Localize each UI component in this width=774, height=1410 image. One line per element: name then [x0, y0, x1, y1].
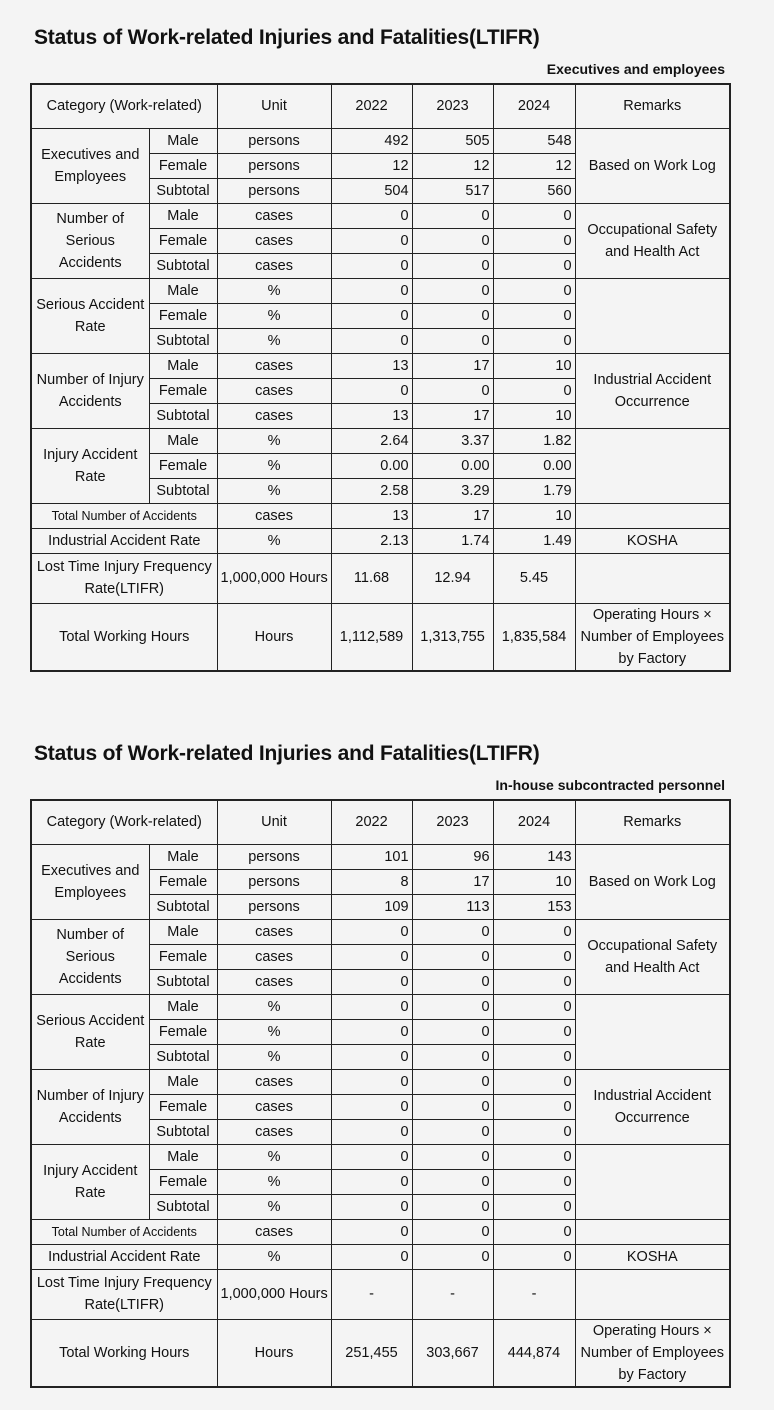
value-cell: 0	[331, 378, 412, 403]
subcategory-label: Female	[149, 1169, 217, 1194]
subcategory-label: Female	[149, 944, 217, 969]
value-cell: 0	[331, 1044, 412, 1069]
row-label: Total Working Hours	[31, 1319, 217, 1387]
unit-cell: %	[217, 1144, 331, 1169]
unit-cell: %	[217, 303, 331, 328]
subcategory-label: Male	[149, 994, 217, 1019]
value-cell: 17	[412, 353, 493, 378]
category-label: Executives and Employees	[31, 844, 149, 919]
value-cell: 0	[412, 303, 493, 328]
table-row	[31, 1244, 730, 1269]
value-cell: 0	[493, 1119, 575, 1144]
value-cell: 12.94	[412, 553, 493, 603]
section-subtitle: In-house subcontracted personnel	[495, 777, 725, 793]
value-cell: 5.45	[493, 553, 575, 603]
header-remarks: Remarks	[575, 84, 730, 128]
value-cell: 113	[412, 894, 493, 919]
value-cell: 0	[331, 253, 412, 278]
subcategory-label: Male	[149, 128, 217, 153]
subcategory-label: Male	[149, 1069, 217, 1094]
subcategory-label: Male	[149, 278, 217, 303]
value-cell: 0	[331, 1144, 412, 1169]
value-cell: 17	[412, 403, 493, 428]
value-cell: 0	[331, 1244, 412, 1269]
value-cell: -	[331, 1269, 412, 1319]
value-cell: 0	[412, 328, 493, 353]
unit-cell: cases	[217, 228, 331, 253]
value-cell: 0	[412, 253, 493, 278]
value-cell: 492	[331, 128, 412, 153]
value-cell: 0	[493, 919, 575, 944]
header-2024: 2024	[493, 800, 575, 844]
subcategory-label: Female	[149, 303, 217, 328]
category-label: Serious Accident Rate	[31, 994, 149, 1069]
value-cell: 548	[493, 128, 575, 153]
value-cell: 0	[412, 944, 493, 969]
table-row	[31, 528, 730, 553]
table-row	[31, 994, 730, 1019]
subcategory-label: Male	[149, 428, 217, 453]
row-label: Total Number of Accidents	[31, 1219, 217, 1244]
value-cell: 8	[331, 869, 412, 894]
table-row	[31, 278, 730, 303]
remarks-cell	[575, 1269, 730, 1319]
remarks-cell: KOSHA	[575, 1244, 730, 1269]
remarks-cell	[575, 428, 730, 503]
value-cell: 0	[331, 919, 412, 944]
unit-cell: %	[217, 1019, 331, 1044]
header-2023: 2023	[412, 84, 493, 128]
table-row	[31, 128, 730, 153]
remarks-cell: Occupational Safety and Health Act	[575, 919, 730, 994]
row-label: Lost Time Injury Frequency Rate(LTIFR)	[31, 553, 217, 603]
value-cell: 0	[493, 253, 575, 278]
subcategory-label: Male	[149, 353, 217, 378]
subcategory-label: Female	[149, 453, 217, 478]
header-2024: 2024	[493, 84, 575, 128]
section-title: Status of Work-related Injuries and Fatalities(LTIFR)	[34, 742, 540, 765]
value-cell: 1.82	[493, 428, 575, 453]
unit-cell: %	[217, 1244, 331, 1269]
subcategory-label: Subtotal	[149, 1194, 217, 1219]
row-label: Industrial Accident Rate	[31, 528, 217, 553]
value-cell: 0	[331, 303, 412, 328]
value-cell: 0	[493, 944, 575, 969]
unit-cell: %	[217, 1194, 331, 1219]
value-cell: 0	[493, 1219, 575, 1244]
value-cell: 0	[331, 278, 412, 303]
subcategory-label: Female	[149, 228, 217, 253]
unit-cell: persons	[217, 869, 331, 894]
value-cell: 517	[412, 178, 493, 203]
value-cell: 0	[412, 919, 493, 944]
table-row	[31, 919, 730, 944]
value-cell: 0	[331, 1119, 412, 1144]
value-cell: 10	[493, 869, 575, 894]
unit-cell: 1,000,000 Hours	[217, 553, 331, 603]
header-2022: 2022	[331, 84, 412, 128]
value-cell: 0	[412, 994, 493, 1019]
value-cell: 0	[493, 969, 575, 994]
subcategory-label: Subtotal	[149, 478, 217, 503]
unit-cell: cases	[217, 503, 331, 528]
value-cell: 303,667	[412, 1319, 493, 1387]
value-cell: 504	[331, 178, 412, 203]
subcategory-label: Male	[149, 203, 217, 228]
value-cell: 0	[493, 1144, 575, 1169]
value-cell: 0	[331, 994, 412, 1019]
table-row	[31, 844, 730, 869]
value-cell: 1,112,589	[331, 603, 412, 671]
unit-cell: persons	[217, 844, 331, 869]
remarks-cell	[575, 503, 730, 528]
table-row	[31, 353, 730, 378]
unit-cell: cases	[217, 1219, 331, 1244]
value-cell: 0	[493, 378, 575, 403]
unit-cell: %	[217, 1044, 331, 1069]
remarks-cell: Industrial Accident Occurrence	[575, 353, 730, 428]
value-cell: 560	[493, 178, 575, 203]
value-cell: 153	[493, 894, 575, 919]
subcategory-label: Female	[149, 1019, 217, 1044]
value-cell: 0	[331, 1019, 412, 1044]
table-row	[31, 1269, 730, 1319]
unit-cell: %	[217, 994, 331, 1019]
value-cell: 13	[331, 503, 412, 528]
unit-cell: Hours	[217, 1319, 331, 1387]
unit-cell: %	[217, 428, 331, 453]
remarks-cell: Occupational Safety and Health Act	[575, 203, 730, 278]
value-cell: 2.13	[331, 528, 412, 553]
value-cell: 0	[412, 228, 493, 253]
value-cell: 13	[331, 403, 412, 428]
section-subtitle: Executives and employees	[546, 61, 725, 77]
value-cell: 0	[412, 203, 493, 228]
category-label: Number of Injury Accidents	[31, 353, 149, 428]
value-cell: 17	[412, 869, 493, 894]
table-row	[31, 1219, 730, 1244]
value-cell: 12	[493, 153, 575, 178]
value-cell: 251,455	[331, 1319, 412, 1387]
value-cell: 0	[331, 1069, 412, 1094]
value-cell: 1.74	[412, 528, 493, 553]
row-label: Total Number of Accidents	[31, 503, 217, 528]
value-cell: 101	[331, 844, 412, 869]
subcategory-label: Female	[149, 1094, 217, 1119]
subcategory-label: Subtotal	[149, 1119, 217, 1144]
value-cell: 0	[412, 1019, 493, 1044]
value-cell: 96	[412, 844, 493, 869]
header-unit: Unit	[217, 84, 331, 128]
unit-cell: persons	[217, 128, 331, 153]
value-cell: 0	[493, 203, 575, 228]
header-row	[31, 84, 730, 128]
value-cell: 10	[493, 503, 575, 528]
category-label: Number of Serious Accidents	[31, 203, 149, 278]
subcategory-label: Subtotal	[149, 969, 217, 994]
unit-cell: %	[217, 478, 331, 503]
unit-cell: persons	[217, 178, 331, 203]
unit-cell: cases	[217, 1094, 331, 1119]
value-cell: 143	[493, 844, 575, 869]
remarks-cell: Operating Hours × Number of Employees by Factory	[575, 1319, 730, 1387]
category-label: Number of Injury Accidents	[31, 1069, 149, 1144]
value-cell: 3.29	[412, 478, 493, 503]
value-cell: 0	[331, 1169, 412, 1194]
value-cell: 0	[493, 1094, 575, 1119]
unit-cell: persons	[217, 894, 331, 919]
value-cell: 0	[493, 278, 575, 303]
value-cell: 2.64	[331, 428, 412, 453]
value-cell: 12	[331, 153, 412, 178]
category-label: Serious Accident Rate	[31, 278, 149, 353]
subcategory-label: Subtotal	[149, 328, 217, 353]
value-cell: 17	[412, 503, 493, 528]
remarks-cell	[575, 553, 730, 603]
unit-cell: cases	[217, 403, 331, 428]
header-unit: Unit	[217, 800, 331, 844]
unit-cell: cases	[217, 944, 331, 969]
subcategory-label: Male	[149, 844, 217, 869]
value-cell: 0	[331, 328, 412, 353]
value-cell: 0	[412, 1119, 493, 1144]
section-title: Status of Work-related Injuries and Fatalities(LTIFR)	[34, 26, 540, 49]
unit-cell: cases	[217, 378, 331, 403]
header-category: Category (Work-related)	[31, 84, 217, 128]
subcategory-label: Subtotal	[149, 178, 217, 203]
value-cell: 0.00	[493, 453, 575, 478]
injury-table	[30, 799, 731, 1388]
table-row	[31, 428, 730, 453]
header-2022: 2022	[331, 800, 412, 844]
subcategory-label: Subtotal	[149, 403, 217, 428]
value-cell: 0	[412, 278, 493, 303]
value-cell: 0	[412, 1244, 493, 1269]
value-cell: 0	[412, 1219, 493, 1244]
subcategory-label: Male	[149, 919, 217, 944]
value-cell: 0	[331, 944, 412, 969]
table-row	[31, 203, 730, 228]
remarks-cell: Industrial Accident Occurrence	[575, 1069, 730, 1144]
unit-cell: 1,000,000 Hours	[217, 1269, 331, 1319]
value-cell: 0	[331, 1094, 412, 1119]
value-cell: 0	[493, 1019, 575, 1044]
value-cell: 1.49	[493, 528, 575, 553]
value-cell: -	[493, 1269, 575, 1319]
value-cell: 0	[412, 969, 493, 994]
remarks-cell: Based on Work Log	[575, 844, 730, 919]
table-row	[31, 603, 730, 671]
value-cell: 444,874	[493, 1319, 575, 1387]
value-cell: 2.58	[331, 478, 412, 503]
value-cell: 1,835,584	[493, 603, 575, 671]
remarks-cell	[575, 1144, 730, 1219]
category-label: Executives and Employees	[31, 128, 149, 203]
value-cell: 1.79	[493, 478, 575, 503]
remarks-cell	[575, 1219, 730, 1244]
unit-cell: cases	[217, 353, 331, 378]
remarks-cell: Operating Hours × Number of Employees by Factory	[575, 603, 730, 671]
table-row	[31, 553, 730, 603]
table-row	[31, 1144, 730, 1169]
header-2023: 2023	[412, 800, 493, 844]
value-cell: 10	[493, 353, 575, 378]
value-cell: 0	[493, 1069, 575, 1094]
row-label: Total Working Hours	[31, 603, 217, 671]
remarks-cell	[575, 278, 730, 353]
unit-cell: cases	[217, 969, 331, 994]
value-cell: 0	[493, 303, 575, 328]
value-cell: 0	[412, 378, 493, 403]
value-cell: 0	[493, 1194, 575, 1219]
value-cell: 3.37	[412, 428, 493, 453]
value-cell: 0	[331, 969, 412, 994]
category-label: Number of Serious Accidents	[31, 919, 149, 994]
value-cell: 0.00	[331, 453, 412, 478]
table-row	[31, 503, 730, 528]
value-cell: 0	[412, 1169, 493, 1194]
value-cell: 0	[412, 1069, 493, 1094]
subcategory-label: Female	[149, 153, 217, 178]
value-cell: 0	[412, 1144, 493, 1169]
unit-cell: %	[217, 1169, 331, 1194]
value-cell: 13	[331, 353, 412, 378]
table-row	[31, 1069, 730, 1094]
unit-cell: cases	[217, 203, 331, 228]
value-cell: 11.68	[331, 553, 412, 603]
value-cell: 0	[493, 228, 575, 253]
value-cell: 0	[493, 328, 575, 353]
value-cell: 0	[331, 1219, 412, 1244]
value-cell: 505	[412, 128, 493, 153]
value-cell: 0	[493, 1044, 575, 1069]
subcategory-label: Female	[149, 378, 217, 403]
value-cell: 0	[331, 1194, 412, 1219]
unit-cell: cases	[217, 1119, 331, 1144]
unit-cell: %	[217, 328, 331, 353]
subcategory-label: Male	[149, 1144, 217, 1169]
value-cell: 109	[331, 894, 412, 919]
unit-cell: cases	[217, 253, 331, 278]
header-row	[31, 800, 730, 844]
value-cell: 0	[412, 1194, 493, 1219]
value-cell: 12	[412, 153, 493, 178]
remarks-cell: KOSHA	[575, 528, 730, 553]
remarks-cell: Based on Work Log	[575, 128, 730, 203]
row-label: Industrial Accident Rate	[31, 1244, 217, 1269]
unit-cell: Hours	[217, 603, 331, 671]
category-label: Injury Accident Rate	[31, 428, 149, 503]
header-remarks: Remarks	[575, 800, 730, 844]
value-cell: -	[412, 1269, 493, 1319]
subcategory-label: Female	[149, 869, 217, 894]
row-label: Lost Time Injury Frequency Rate(LTIFR)	[31, 1269, 217, 1319]
remarks-cell	[575, 994, 730, 1069]
value-cell: 0.00	[412, 453, 493, 478]
value-cell: 1,313,755	[412, 603, 493, 671]
subcategory-label: Subtotal	[149, 894, 217, 919]
subcategory-label: Subtotal	[149, 1044, 217, 1069]
category-label: Injury Accident Rate	[31, 1144, 149, 1219]
value-cell: 0	[493, 994, 575, 1019]
value-cell: 0	[493, 1169, 575, 1194]
value-cell: 0	[412, 1044, 493, 1069]
value-cell: 10	[493, 403, 575, 428]
unit-cell: %	[217, 453, 331, 478]
unit-cell: %	[217, 528, 331, 553]
injury-table	[30, 83, 731, 672]
unit-cell: %	[217, 278, 331, 303]
value-cell: 0	[331, 203, 412, 228]
value-cell: 0	[493, 1244, 575, 1269]
header-category: Category (Work-related)	[31, 800, 217, 844]
subcategory-label: Subtotal	[149, 253, 217, 278]
unit-cell: persons	[217, 153, 331, 178]
unit-cell: cases	[217, 1069, 331, 1094]
value-cell: 0	[412, 1094, 493, 1119]
unit-cell: cases	[217, 919, 331, 944]
table-row	[31, 1319, 730, 1387]
value-cell: 0	[331, 228, 412, 253]
